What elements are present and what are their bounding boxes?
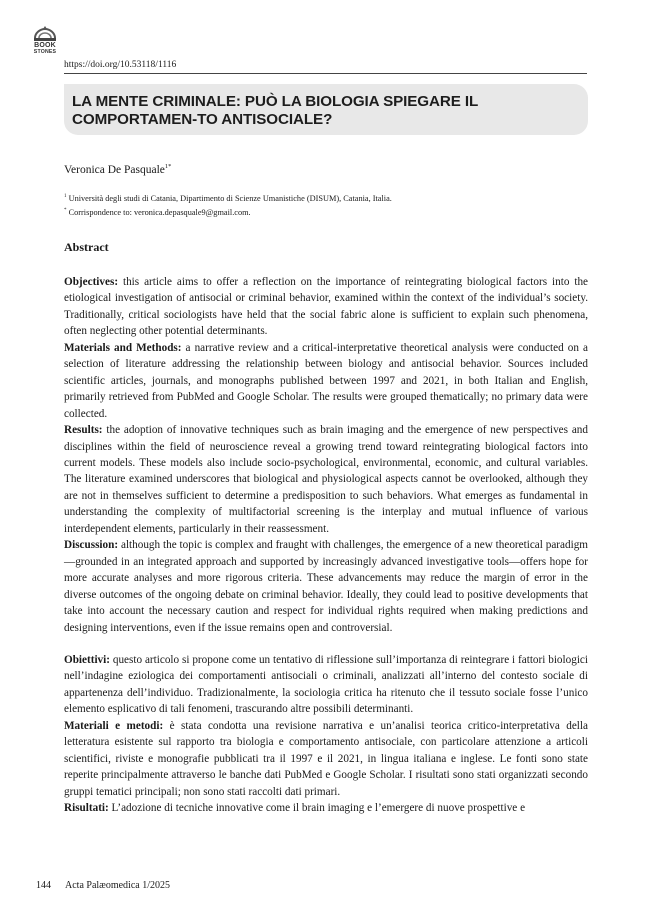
abstract-para — [64, 800, 588, 816]
para-text: questo articolo si propone come un tentativo di riflessione sull’importanza di reintegrare i fattori biologici nell’indagine eziologica dei comportamenti antisociali o criminali, analizzati all’interno del contesto sociale di appartenenza dell’individuo. Tradizionalmente, la sociologia critica ha ritenuto che il tessuto sociale fosse l’unico elemento esplicativo di tali fenomeni, trascurando altre possibili determinanti. — [64, 653, 588, 716]
para-label: Materials and Methods: — [64, 341, 182, 354]
para-text: a narrative review and a critical-interpretative theoretical analysis were conducted on a selection of literature addressing the relationship between biology and antisocial behavior. Sources included scientific articles, journals, and monographs published between 1997 and 2021, in both Italian and English, primarily retrieved from PubMed and Google Scholar. The results were grouped thematically; no primary data were collected. — [64, 341, 588, 420]
abstract-para — [64, 718, 588, 800]
abstract-body — [64, 274, 588, 817]
affiliation-text: Università degli studi di Catania, Dipartimento di Scienze Umanistiche (DISUM), Catania, Italia. — [68, 193, 392, 203]
correspondence-mark: * — [64, 207, 67, 213]
page-number: 144 — [36, 880, 51, 891]
affiliations — [64, 191, 588, 219]
logo-text-book: BOOK — [34, 42, 56, 49]
para-label: Obiettivi: — [64, 653, 110, 666]
journal-name: Acta Palæomedica 1/2025 — [65, 880, 170, 891]
abstract-para — [64, 340, 588, 422]
abstract-para — [64, 652, 588, 718]
para-label: Results: — [64, 424, 103, 437]
para-label: Discussion: — [64, 539, 119, 552]
para-label: Materiali e metodi: — [64, 719, 164, 732]
correspondence-line — [64, 205, 588, 219]
logo-text-stones: STONES — [33, 49, 57, 55]
para-label: Risultati: — [64, 802, 109, 815]
para-text: the adoption of innovative techniques such as brain imaging and the emergence of new perspectives and disciplines within the field of neuroscience reveal a growing trend toward reintegrating biological factors into current models. These models also include socio-psychological, environmental, economic, and cultural variables. The literature examined underscores that biological and physiological aspects cannot be overlooked, although they are not in themselves sufficient to determine a predisposition to such behaviors. What emerges as fundamental in understanding the complexity of multifactorial screening is the interplay and mutual influence of various interdependent elements, particularly in their reassessment. — [64, 424, 588, 535]
abstract-para — [64, 422, 588, 537]
para-text: L’adozione di tecniche innovative come il brain imaging e l’emergere di nuove prospettive e — [108, 802, 526, 815]
correspondence-text: Corrispondence to: veronica.depasquale9@gmail.com. — [68, 207, 251, 217]
affiliation-line — [64, 191, 588, 205]
doi-link[interactable]: https://doi.org/10.53118/1116 — [64, 60, 587, 74]
author-name: Veronica De Pasquale — [64, 163, 165, 176]
title-box — [64, 84, 588, 135]
abstract-para — [64, 274, 588, 340]
para-text: è stata condotta una revisione narrativa e un’analisi teorica critico-interpretativa della letteratura esistente sul rapporto tra biologia e comportamento antisociale, con particolare attenzione a articoli scientifici, riviste e monografie pubblicati tra il 1997 e il 2021, in lingua italiana e inglese. Le fonti sono state reperite principalmente attraverso le banche dati PubMed e Google Scholar. I risultati sono stati organizzati secondo gruppi tematici principali; non sono stati raccolti dati primari. — [64, 719, 588, 798]
abstract-heading: Abstract — [64, 240, 109, 254]
abstract-para — [64, 537, 588, 636]
affiliation-mark: 1 — [64, 194, 67, 199]
author-line — [64, 163, 171, 176]
para-text: this article aims to offer a reflection on the importance of reintegrating biological factors into the etiological investigation of antisocial or criminal behavior, examined within the context of the individual’s society. Traditionally, critical sociologists have held that the social fabric alone is sufficient to explain such phenomena, often neglecting other potential determinants. — [64, 276, 588, 338]
publisher-logo — [28, 24, 62, 55]
author-marks: 1* — [164, 163, 172, 170]
article-title: LA MENTE CRIMINALE: PUÒ LA BIOLOGIA SPIEGARE IL COMPORTAMEN-TO ANTISOCIALE? — [72, 93, 478, 128]
para-text: although the topic is complex and fraught with challenges, the emergence of a new theoretical paradigm—grounded in an integrated approach and supported by increasingly advanced investigative tools—offers hope for more accurate analyses and more rigorous criteria. These advancements may reduce the margin of error in the diverse outcomes of the ongoing debate on criminal behavior. Ideally, they could lead to positive developments that take into account the necessary caution and respect for individual rights required when making predictions and designing interventions, even if the issue remains open and controversial. — [64, 539, 588, 634]
para-label: Objectives: — [64, 276, 119, 288]
book-stones-icon — [32, 24, 58, 42]
page-footer — [36, 880, 170, 891]
